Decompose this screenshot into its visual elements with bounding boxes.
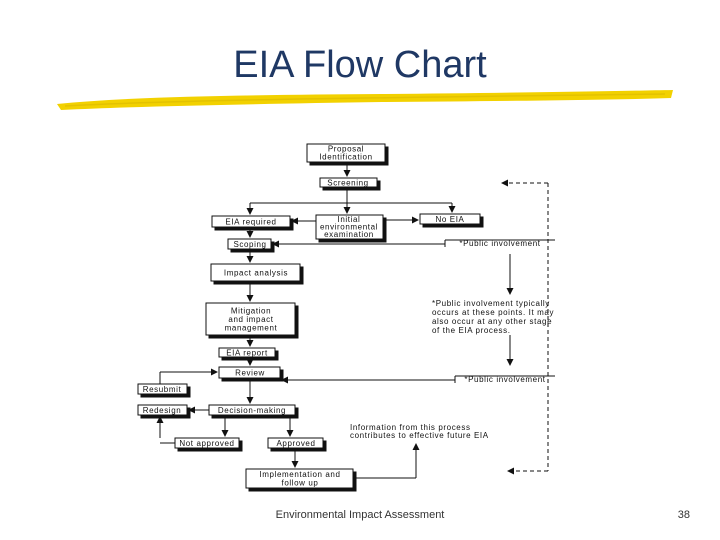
mitigation-label-2: and impact [228,315,274,324]
proposal-label-2: Identification [319,152,373,162]
initial-label-3: examination [324,230,374,239]
not-approved-label: Not approved [179,439,235,448]
note-label-2: occurs at these points. It may [432,308,555,317]
info-label-2: contributes to effective future EIA [350,431,489,440]
implementation-label-2: follow up [281,478,319,488]
initial-label-1: Initial [337,215,361,224]
public-involvement-1-label: *Public involvement [459,239,541,248]
resubmit-label: Resubmit [142,385,182,394]
no-eia-label: No EIA [435,215,465,224]
decision-making-label: Decision-making [217,406,287,415]
footer-text: Environmental Impact Assessment [275,509,445,521]
eia-report-label: EIA report [226,348,268,358]
slide-title: EIA Flow Chart [233,44,487,86]
implementation-label-1: Implementation and [259,470,341,479]
initial-label-2: environmental [319,222,379,232]
note-label-3: also occur at any other stage [432,317,553,326]
note-label-4: of the EIA process. [432,326,511,335]
page-number: 38 [677,509,690,521]
public-involvement-2-label: *Public involvement [464,375,546,384]
eia-required-label: EIA required [225,217,277,227]
review-label: Review [235,368,265,378]
scoping-label: Scoping [233,240,267,249]
approved-label: Approved [276,439,316,448]
redesign-label: Redesign [142,406,182,415]
note-label-1: *Public involvement typically [432,299,550,308]
mitigation-label-1: Mitigation [230,306,272,316]
impact-analysis-label: Impact analysis [223,268,289,278]
screening-label: Screening [327,178,369,188]
info-label-1: Information from this process [350,423,471,432]
mitigation-label-3: management [224,323,278,333]
proposal-label-1: Proposal [327,144,365,154]
